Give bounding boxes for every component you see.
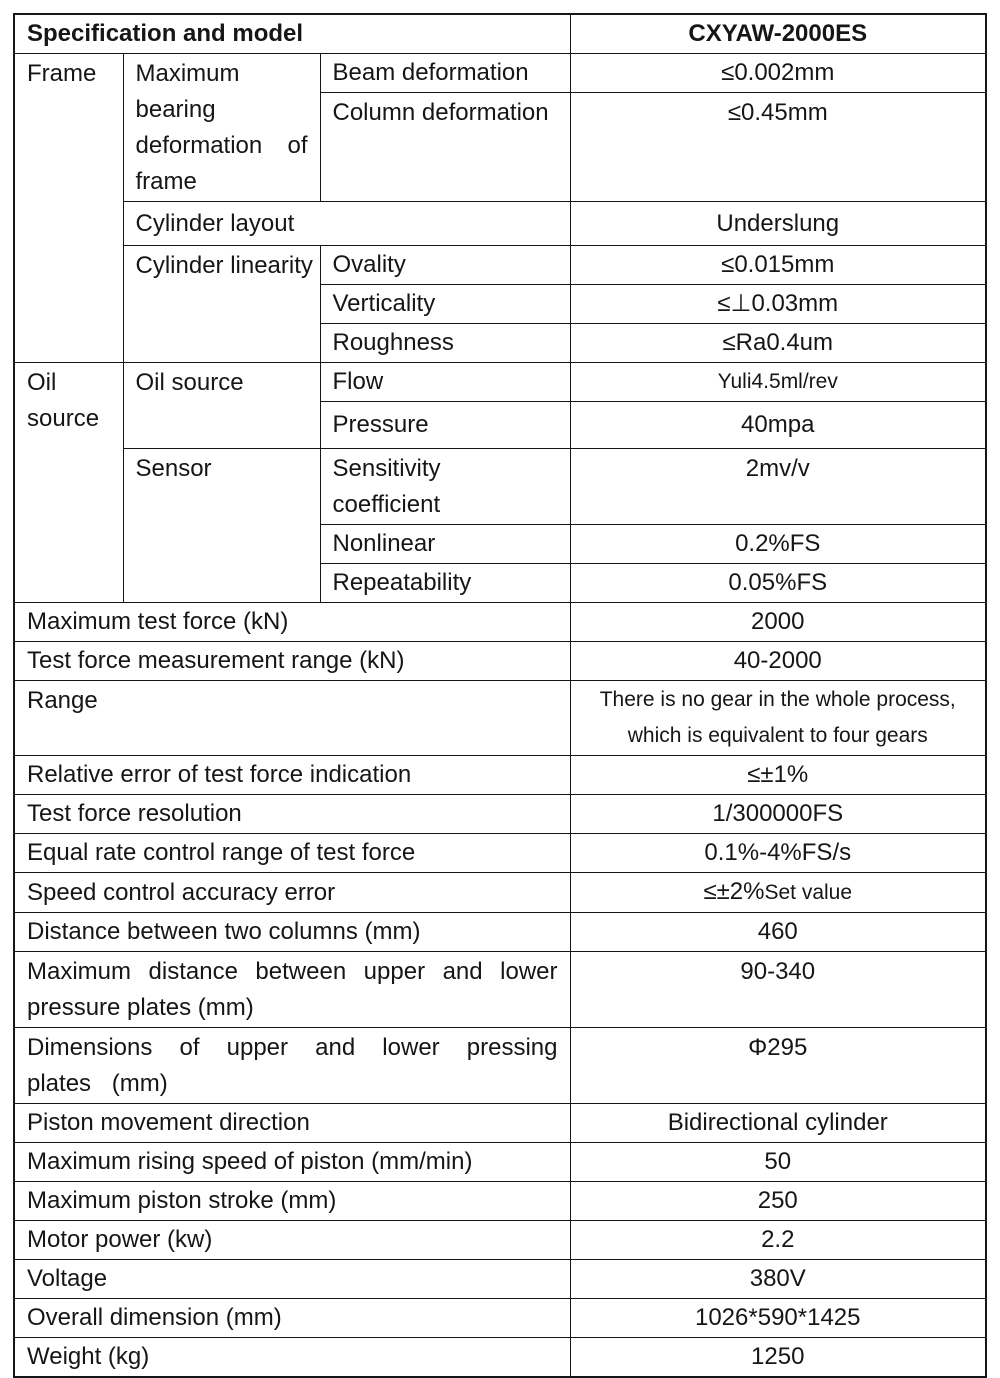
oil-source-label: Oil source — [123, 363, 320, 449]
repeatability-value: 0.05%FS — [570, 564, 986, 603]
nonlinear-label: Nonlinear — [320, 525, 570, 564]
flow-label: Flow — [320, 363, 570, 402]
roughness-label: Roughness — [320, 324, 570, 363]
spec-label: Speed control accuracy error — [14, 873, 570, 913]
nonlinear-value: 0.2%FS — [570, 525, 986, 564]
row-distance-between-columns — [14, 913, 986, 952]
row-equal-rate-control — [14, 834, 986, 873]
sensor-label: Sensor — [123, 449, 320, 603]
specification-table — [13, 13, 987, 1378]
spec-value-suffix: Set value — [764, 881, 853, 904]
row-motor-power — [14, 1221, 986, 1260]
spec-label: Distance between two columns (mm) — [14, 913, 570, 952]
spec-label: Weight (kg) — [14, 1338, 570, 1378]
header-row — [14, 14, 986, 54]
spec-label: Equal rate control range of test force — [14, 834, 570, 873]
sensitivity-value: 2mv/v — [570, 449, 986, 525]
row-voltage — [14, 1260, 986, 1299]
spec-value: 2000 — [570, 603, 986, 642]
row-test-force-range — [14, 642, 986, 681]
spec-value: Φ295 — [570, 1028, 986, 1104]
range-value — [570, 681, 986, 756]
pressure-value: 40mpa — [570, 402, 986, 449]
cylinder-linearity-label: Cylinder linearity — [123, 246, 320, 363]
spec-value: 1/300000FS — [570, 795, 986, 834]
row-flow — [14, 363, 986, 402]
row-overall-dimension — [14, 1299, 986, 1338]
oil-group-label: Oil source — [14, 363, 123, 603]
beam-deformation-value: ≤0.002mm — [570, 54, 986, 93]
spec-value: 1250 — [570, 1338, 986, 1378]
row-max-piston-stroke — [14, 1182, 986, 1221]
spec-label: Maximum rising speed of piston (mm/min) — [14, 1143, 570, 1182]
spec-label: Maximum distance between upper and lower pressure plates (mm) — [14, 952, 570, 1028]
cylinder-layout-label: Cylinder layout — [123, 202, 570, 246]
frame-group-label: Frame — [14, 54, 123, 363]
spec-value: 50 — [570, 1143, 986, 1182]
row-beam-deformation — [14, 54, 986, 93]
spec-value: 0.1%-4%FS/s — [570, 834, 986, 873]
column-deformation-label: Column deformation — [320, 93, 570, 202]
row-dimensions-pressing-plates — [14, 1028, 986, 1104]
ovality-value: ≤0.015mm — [570, 246, 986, 285]
model-header: CXYAW-2000ES — [570, 14, 986, 54]
spec-label: Test force resolution — [14, 795, 570, 834]
spec-label: Voltage — [14, 1260, 570, 1299]
repeatability-label: Repeatability — [320, 564, 570, 603]
sensitivity-label: Sensitivity coefficient — [320, 449, 570, 525]
spec-value: 380V — [570, 1260, 986, 1299]
spec-value — [570, 873, 986, 913]
spec-label: Motor power (kw) — [14, 1221, 570, 1260]
row-piston-movement — [14, 1104, 986, 1143]
roughness-value: ≤Ra0.4um — [570, 324, 986, 363]
row-range — [14, 681, 986, 756]
spec-value: 460 — [570, 913, 986, 952]
spec-label: Test force measurement range (kN) — [14, 642, 570, 681]
row-ovality — [14, 246, 986, 285]
spec-value: ≤±1% — [570, 756, 986, 795]
spec-and-model-header: Specification and model — [14, 14, 570, 54]
ovality-label: Ovality — [320, 246, 570, 285]
spec-value: 40-2000 — [570, 642, 986, 681]
row-cylinder-layout — [14, 202, 986, 246]
spec-label: Maximum test force (kN) — [14, 603, 570, 642]
beam-deformation-label: Beam deformation — [320, 54, 570, 93]
row-relative-error — [14, 756, 986, 795]
max-bearing-label: Maximum bearing deformation of frame — [123, 54, 320, 202]
column-deformation-value: ≤0.45mm — [570, 93, 986, 202]
spec-value: 250 — [570, 1182, 986, 1221]
spec-label: Relative error of test force indication — [14, 756, 570, 795]
verticality-value: ≤⊥0.03mm — [570, 285, 986, 324]
flow-value: Yuli4.5ml/rev — [570, 363, 986, 402]
row-max-distance-plates — [14, 952, 986, 1028]
range-value-line2: which is equivalent to four gears — [627, 724, 928, 747]
verticality-label: Verticality — [320, 285, 570, 324]
spec-label: Piston movement direction — [14, 1104, 570, 1143]
spec-label: Dimensions of upper and lower pressing plates (mm) — [14, 1028, 570, 1104]
row-test-force-resolution — [14, 795, 986, 834]
spec-label: Overall dimension (mm) — [14, 1299, 570, 1338]
spec-value: Bidirectional cylinder — [570, 1104, 986, 1143]
row-max-rising-speed — [14, 1143, 986, 1182]
spec-label: Maximum piston stroke (mm) — [14, 1182, 570, 1221]
spec-value: 90-340 — [570, 952, 986, 1028]
row-speed-control-accuracy — [14, 873, 986, 913]
cylinder-layout-value: Underslung — [570, 202, 986, 246]
spec-value: 2.2 — [570, 1221, 986, 1260]
row-sensitivity — [14, 449, 986, 525]
pressure-label: Pressure — [320, 402, 570, 449]
spec-value-main: ≤±2% — [703, 878, 765, 905]
row-weight — [14, 1338, 986, 1378]
range-value-line1: There is no gear in the whole process, — [599, 688, 956, 711]
row-maximum-test-force — [14, 603, 986, 642]
range-label: Range — [14, 681, 570, 756]
spec-value: 1026*590*1425 — [570, 1299, 986, 1338]
